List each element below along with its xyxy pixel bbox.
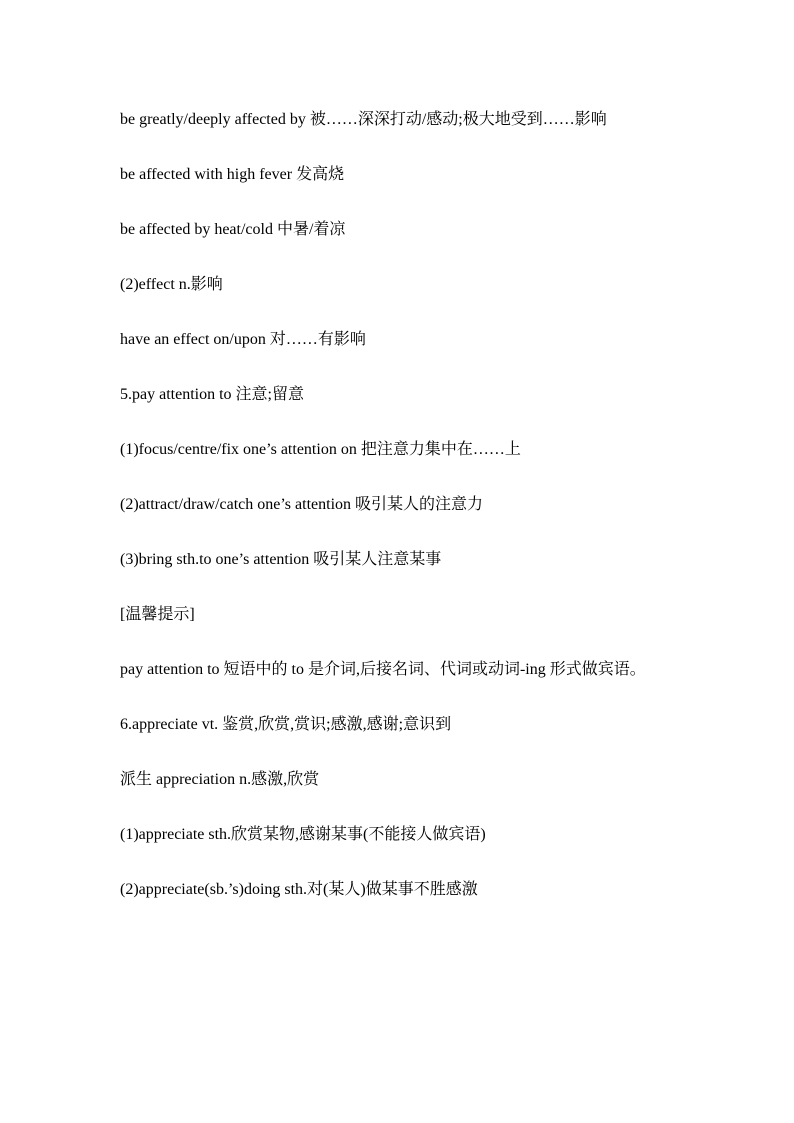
paragraph-have-effect: have an effect on/upon 对……有影响 [120, 331, 366, 348]
paragraph-bring-attention: (3)bring sth.to one’s attention 吸引某人注意某事 [120, 551, 442, 568]
paragraph-appreciation: 派生 appreciation n.感激,欣赏 [120, 771, 320, 788]
paragraph-focus-attention: (1)focus/centre/fix one’s attention on 把注意力集中在……上 [120, 441, 521, 458]
paragraph-tip-text: pay attention to 短语中的 to 是介词,后接名词、代词或动词-ing 形式做宾语。 [120, 661, 646, 678]
paragraph-effect-noun: (2)effect n.影响 [120, 276, 223, 293]
paragraph-affected-with: be affected with high fever 发高烧 [120, 166, 345, 183]
paragraph-pay-attention: 5.pay attention to 注意;留意 [120, 386, 304, 403]
paragraph-tip-heading: [温馨提示] [120, 606, 195, 623]
document-body [120, 100, 680, 925]
paragraph-appreciate: 6.appreciate vt. 鉴赏,欣赏,赏识;感激,感谢;意识到 [120, 716, 452, 733]
paragraph-appreciate-sth: (1)appreciate sth.欣赏某物,感谢某事(不能接人做宾语) [120, 826, 486, 843]
paragraph-affected-by: be greatly/deeply affected by 被……深深打动/感动;极大地受到……影响 [120, 111, 607, 128]
paragraph-appreciate-doing: (2)appreciate(sb.’s)doing sth.对(某人)做某事不胜感激 [120, 881, 478, 898]
paragraph-attract-attention: (2)attract/draw/catch one’s attention 吸引某人的注意力 [120, 496, 484, 513]
paragraph-heat-cold: be affected by heat/cold 中暑/着凉 [120, 221, 346, 238]
